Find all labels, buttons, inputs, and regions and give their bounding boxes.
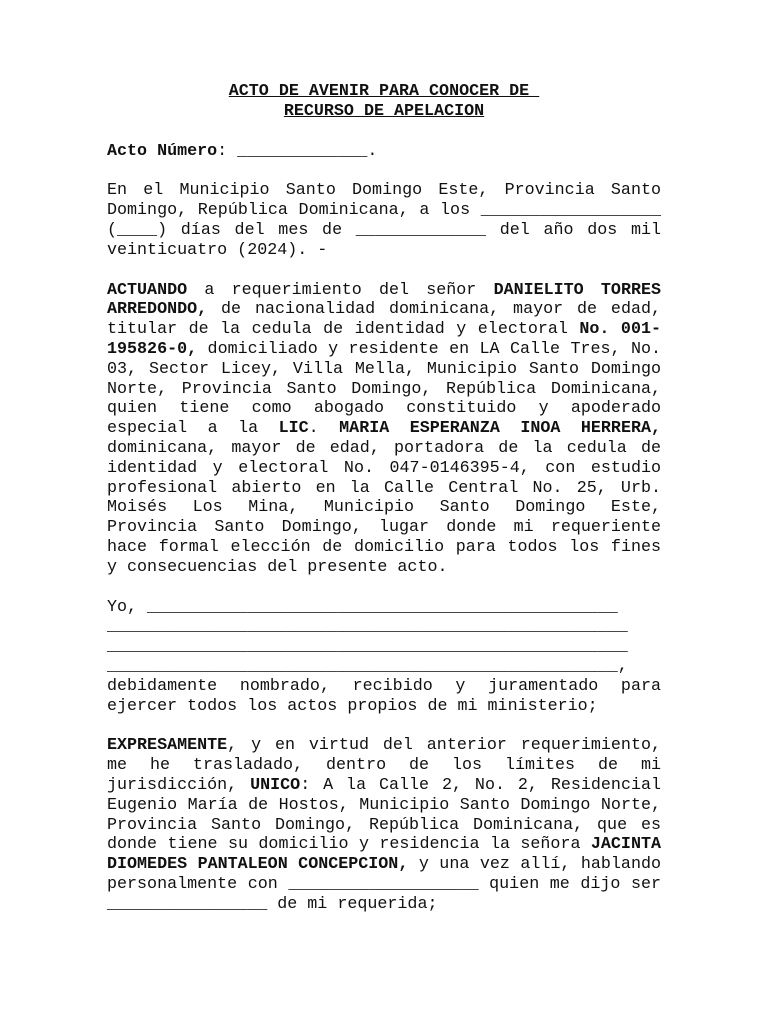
- client-name: DANIELITO TORRES ARREDONDO,: [107, 280, 661, 320]
- acto-number-blank: : _____________.: [217, 141, 378, 161]
- yo-line-2: ____________________________________________________: [107, 617, 628, 637]
- expresamente-text-3: y una vez allí, hablando personalmente con ___________________ quien me dijo ser ________________ de mi requerida;: [107, 855, 661, 914]
- intro-paragraph: En el Municipio Santo Domingo Este, Provincia Santo Domingo, República Dominicana, a los __________________ (____) días del mes de _____________ del año dos mil veinticuatro (2024). -: [107, 181, 661, 260]
- acto-number-label: Acto Número: [107, 141, 218, 161]
- acto-number-line: [107, 142, 661, 162]
- yo-line-1: Yo, _______________________________________________: [107, 597, 618, 617]
- yo-line-4: ___________________________________________________,: [107, 656, 628, 676]
- actuando-text-2: de nacionalidad dominicana, mayor de edad, titular de la cedula de identidad y electoral: [107, 300, 661, 340]
- expresamente-text-1: , y en virtud del anterior requerimiento, me he trasladado, dentro de los límites de mi jurisdicción,: [107, 736, 661, 795]
- unico-label: UNICO: [250, 775, 301, 795]
- expresamente-paragraph: [107, 736, 661, 914]
- expresamente-lead: EXPRESAMENTE: [107, 736, 228, 756]
- actuando-text-1: a requerimiento del señor: [187, 280, 494, 300]
- document-title-line-1: ACTO DE AVENIR PARA CONOCER DE: [228, 82, 540, 101]
- client-cedula: No. 001-195826-0,: [107, 320, 661, 359]
- actuando-paragraph: [107, 281, 661, 578]
- lawyer-name: MARIA ESPERANZA INOA HERRERA,: [339, 419, 661, 439]
- yo-paragraph-rest: debidamente nombrado, recibido y juramentado para ejercer todos los actos propios de mi ministerio;: [107, 676, 661, 716]
- actuando-text-3: domiciliado y residente en LA Calle Tres, No. 03, Sector Licey, Villa Mella, Municipio Santo Domingo Norte, Provincia Santo Domingo, República Dominicana, quien tiene como abogado constituido y apoderado especial a la: [107, 339, 661, 439]
- expresamente-text-2: : A la Calle 2, No. 2, Residencial Eugenio María de Hostos, Municipio Santo Domingo Norte, Provincia Santo Domingo, República Dominicana, que es donde tiene su domicilio y residencia la señora: [107, 775, 661, 855]
- yo-line-3: ____________________________________________________: [107, 637, 628, 657]
- lic-label: LIC: [278, 419, 309, 439]
- actuando-lead: ACTUANDO: [107, 280, 188, 300]
- document-page: [107, 82, 661, 914]
- actuando-text-4: .: [308, 419, 340, 439]
- document-title-line-2: RECURSO DE APELACION: [283, 101, 485, 121]
- actuando-text-5: dominicana, mayor de edad, portadora de la cedula de identidad y electoral No. 047-0146395-4, con estudio profesional abierto en la Calle Central No. 25, Urb. Moisés Los Mina, Municipio Santo Domingo Este, Provincia Santo Domingo, lugar donde mi requeriente hace formal elección de domicilio para todos los fines y consecuencias del presente acto.: [107, 438, 661, 577]
- party-name: JACINTA DIOMEDES PANTALEON CONCEPCION,: [107, 835, 661, 875]
